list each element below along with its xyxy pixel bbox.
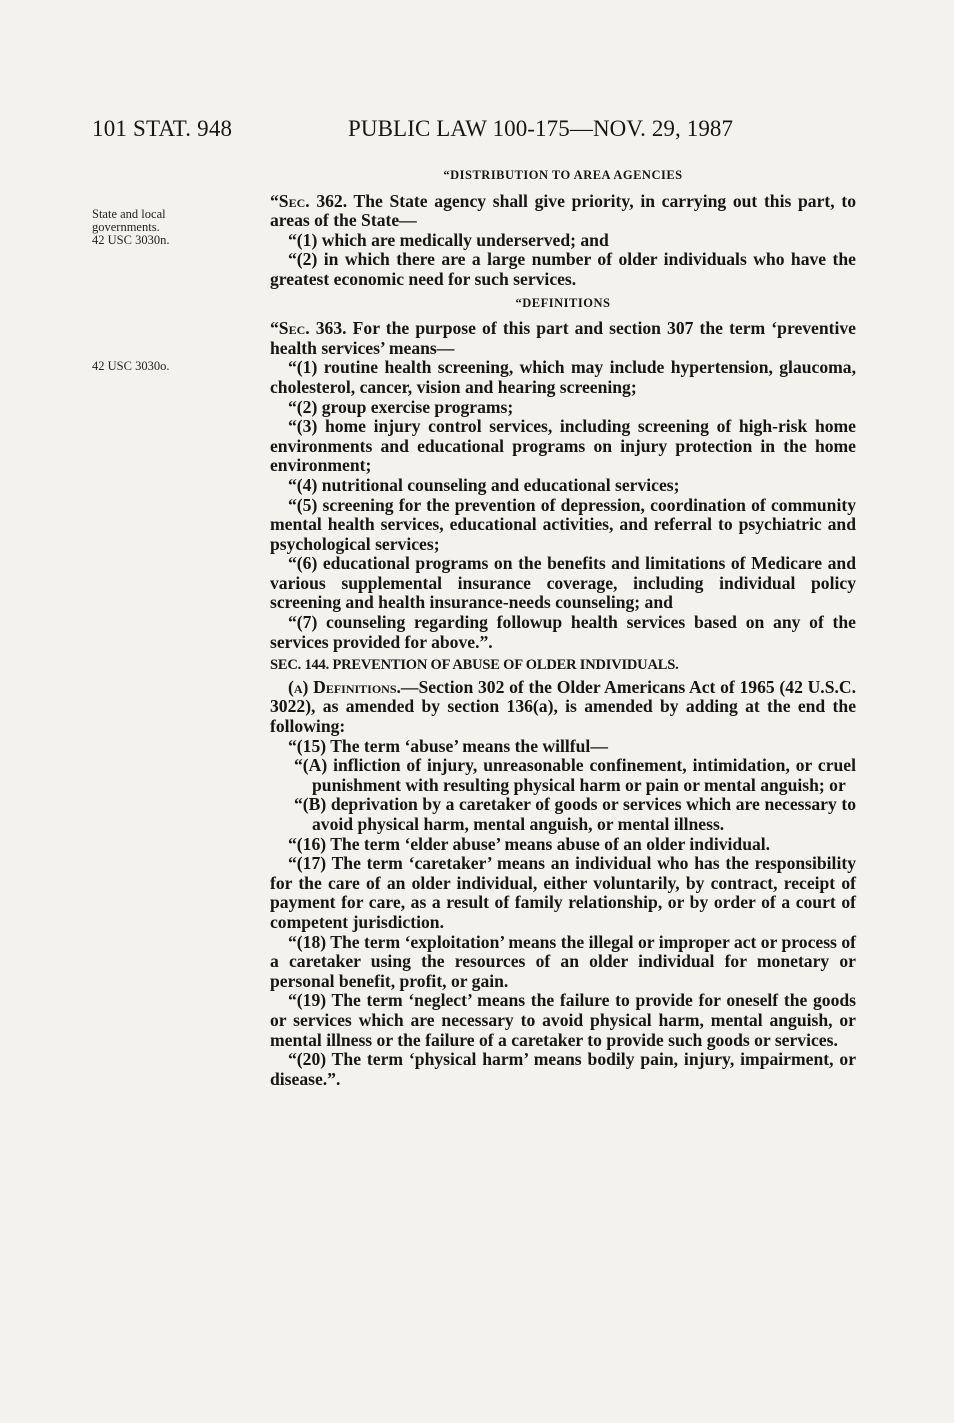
margin-note-line: State and local: [92, 207, 166, 221]
margin-note-state-local: [92, 208, 169, 247]
definition-16: “(16) The term ‘elder abuse’ means abuse of an older individual.: [288, 833, 771, 854]
subsection-label: (a) Definitions.: [288, 676, 401, 697]
margin-note-line: governments.: [92, 220, 160, 234]
heading-distribution: “DISTRIBUTION TO AREA AGENCIES: [443, 168, 683, 182]
preventive-item-1: “(1) routine health screening, which may include hypertension, glaucoma, cholesterol, cancer, vision and hearing screening;: [270, 357, 856, 397]
section-text: 362. The State agency shall give priority, in carrying out this part, to areas of the State—: [270, 190, 856, 231]
section-text: 363. For the purpose of this part and section 307 the term ‘preventive health services’ means—: [270, 318, 856, 358]
definition-17: “(17) The term ‘caretaker’ means an individual who has the responsibility for the care of an older individual, either voluntarily, by contract, receipt of payment for care, as a result of family relationship, or by order of a court of competent jurisdiction.: [270, 853, 856, 932]
section-363: [270, 319, 856, 358]
statute-page-number: 101 STAT. 948: [92, 116, 233, 141]
section-label: “Sec.: [270, 190, 310, 211]
heading-definitions: “DEFINITIONS: [515, 295, 611, 310]
preventive-item-6: “(6) educational programs on the benefits and limitations of Medicare and various supplemental insurance coverage, including individual policy screening and health insurance-needs counseling; and: [270, 553, 856, 613]
subsection-a: [270, 678, 856, 737]
preventive-item-4: “(4) nutritional counseling and educational services;: [288, 474, 680, 495]
margin-note-line: 42 USC 3030n.: [92, 233, 170, 247]
definition-19: “(19) The term ‘neglect’ means the failure to provide for oneself the goods or services which are necessary to avoid physical harm, mental anguish, or mental illness or the failure of a caretaker to provide such goods or services.: [270, 990, 856, 1050]
definition-15-a: “(A) infliction of injury, unreasonable confinement, intimidation, or cruel punishment with resulting physical harm or pain or mental anguish; or: [294, 755, 856, 795]
definition-15-b: “(B) deprivation by a caretaker of goods or services which are necessary to avoid physical harm, mental anguish, or mental illness.: [294, 794, 856, 834]
statute-body: [270, 162, 856, 1089]
preventive-item-2: “(2) group exercise programs;: [288, 396, 514, 417]
section-362: [270, 192, 856, 231]
subsection-text: —Section 302 of the Older Americans Act of 1965 (42 U.S.C. 3022), as amended by section 136(a), is amended by adding at the end the following:: [270, 676, 856, 737]
preventive-item-7: “(7) counseling regarding followup health services based on any of the services provided for above.”.: [270, 612, 856, 652]
definition-15: “(15) The term ‘abuse’ means the willful—: [288, 735, 608, 756]
definition-20: “(20) The term ‘physical harm’ means bodily pain, injury, impairment, or disease.”.: [270, 1049, 856, 1089]
margin-note-3030o: 42 USC 3030o.: [92, 359, 170, 373]
section-362-item-2: “(2) in which there are a large number of older individuals who have the greatest economic need for such services.: [270, 249, 856, 289]
public-law-header: PUBLIC LAW 100-175—NOV. 29, 1987: [348, 116, 734, 141]
definition-18: “(18) The term ‘exploitation’ means the illegal or improper act or process of a caretaker using the resources of an older individual for monetary or personal benefit, profit, or gain.: [270, 931, 856, 991]
section-label: “Sec.: [270, 318, 310, 339]
section-362-item-1: “(1) which are medically underserved; and: [288, 229, 609, 250]
section-144-heading: SEC. 144. PREVENTION OF ABUSE OF OLDER INDIVIDUALS.: [270, 657, 679, 674]
preventive-item-5: “(5) screening for the prevention of depression, coordination of community mental health services, educational activities, and referral to psychiatric and psychological services;: [270, 494, 856, 554]
preventive-item-3: “(3) home injury control services, including screening of high-risk home environments and educational programs on injury protection in the home environment;: [270, 416, 856, 476]
